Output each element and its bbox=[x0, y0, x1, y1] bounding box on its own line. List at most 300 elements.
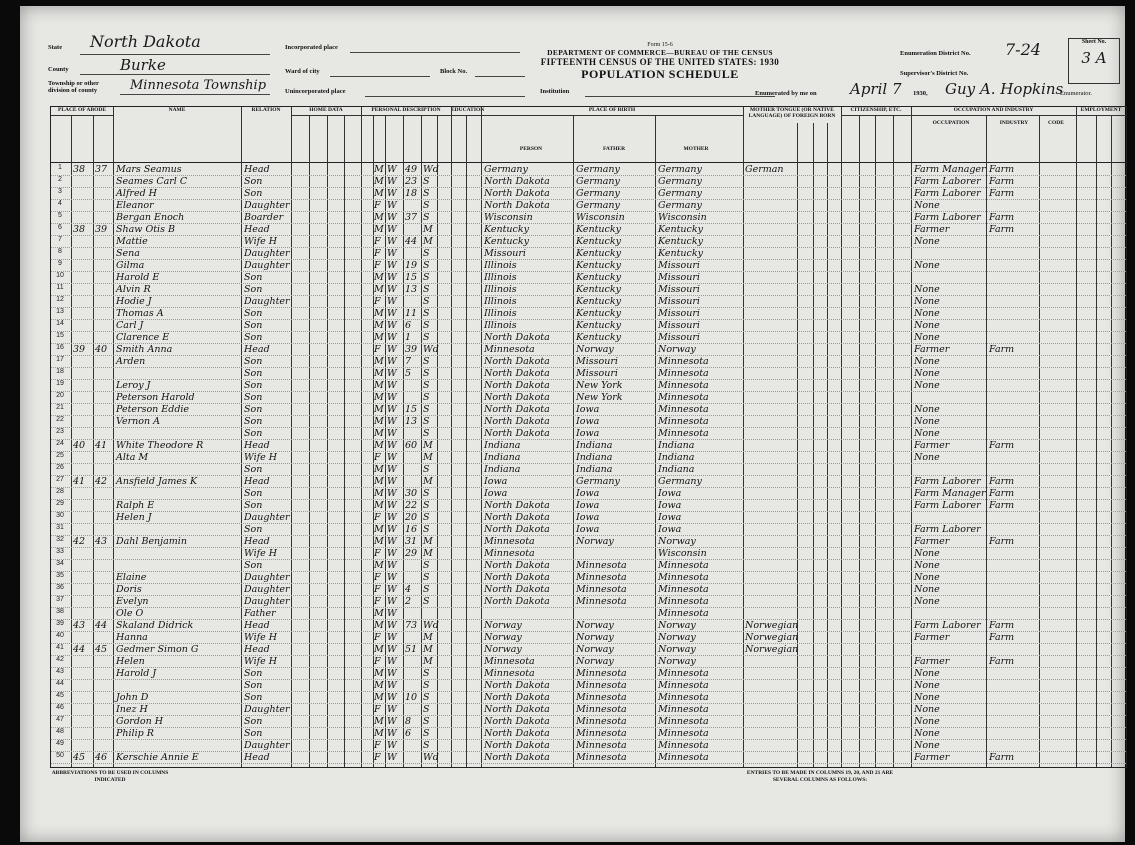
table-row bbox=[51, 584, 1126, 596]
table-row bbox=[51, 356, 1126, 368]
father-birthplace-cell: Kentucky bbox=[576, 296, 621, 307]
race-cell: W bbox=[387, 512, 397, 523]
race-cell: W bbox=[387, 548, 397, 559]
relation-cell: Son bbox=[244, 692, 263, 703]
race-cell: W bbox=[387, 164, 397, 175]
line-number-cell: 41 bbox=[56, 644, 64, 651]
father-birthplace-cell: Norway bbox=[576, 344, 614, 355]
mother-birthplace-cell: Norway bbox=[658, 536, 696, 547]
table-row bbox=[51, 608, 1126, 620]
table-row bbox=[51, 200, 1126, 212]
table-row bbox=[51, 188, 1126, 200]
census-title: FIFTEENTH CENSUS OF THE UNITED STATES: 1930 bbox=[540, 57, 780, 67]
race-cell: W bbox=[387, 608, 397, 619]
industry-cell: Farm bbox=[989, 176, 1015, 187]
age-cell: 5 bbox=[405, 368, 412, 379]
person-name-cell: Helen bbox=[116, 656, 145, 667]
sex-cell: F bbox=[374, 452, 381, 463]
age-cell: 11 bbox=[405, 308, 418, 319]
table-row bbox=[51, 320, 1126, 332]
line-number-cell: 2 bbox=[58, 176, 62, 183]
mother-birthplace-cell: Minnesota bbox=[658, 380, 709, 391]
father-birthplace-cell: Wisconsin bbox=[576, 212, 625, 223]
relation-cell: Daughter bbox=[244, 296, 290, 307]
relation-cell: Son bbox=[244, 500, 263, 511]
table-row bbox=[51, 728, 1126, 740]
mother-birthplace-cell: Minnesota bbox=[658, 584, 709, 595]
form-number: Form 15-6 bbox=[647, 42, 673, 48]
table-row bbox=[51, 284, 1126, 296]
father-birthplace-cell: Kentucky bbox=[576, 272, 621, 283]
occupation-cell: Farmer bbox=[914, 632, 950, 643]
occupation-cell: None bbox=[914, 728, 940, 739]
race-cell: W bbox=[387, 404, 397, 415]
line-number-cell: 12 bbox=[56, 296, 64, 303]
relation-cell: Son bbox=[244, 524, 263, 535]
subhead-occupation: OCCUPATION bbox=[932, 120, 970, 126]
marital-status-cell: M bbox=[423, 224, 433, 235]
line-number-cell: 19 bbox=[56, 380, 64, 387]
person-name-cell: Philip R bbox=[116, 728, 154, 739]
sex-cell: M bbox=[374, 644, 384, 655]
mother-birthplace-cell: Missouri bbox=[658, 308, 700, 319]
birthplace-cell: North Dakota bbox=[484, 692, 550, 703]
person-name-cell: Vernon A bbox=[116, 416, 160, 427]
marital-status-cell: S bbox=[423, 572, 430, 583]
table-row bbox=[51, 404, 1126, 416]
father-birthplace-cell: Missouri bbox=[576, 356, 618, 367]
marital-status-cell: S bbox=[423, 728, 430, 739]
race-cell: W bbox=[387, 752, 397, 763]
father-birthplace-cell: New York bbox=[576, 380, 623, 391]
state-value: North Dakota bbox=[90, 32, 201, 51]
table-row bbox=[51, 548, 1126, 560]
occupation-cell: Farm Laborer bbox=[914, 620, 981, 631]
relation-cell: Head bbox=[244, 164, 270, 175]
person-name-cell: Evelyn bbox=[116, 596, 149, 607]
father-birthplace-cell: Missouri bbox=[576, 368, 618, 379]
sex-cell: M bbox=[374, 560, 384, 571]
relation-cell: Son bbox=[244, 320, 263, 331]
relation-cell: Son bbox=[244, 680, 263, 691]
race-cell: W bbox=[387, 416, 397, 427]
race-cell: W bbox=[387, 356, 397, 367]
age-cell: 10 bbox=[405, 692, 418, 703]
table-row bbox=[51, 428, 1126, 440]
table-row bbox=[51, 308, 1126, 320]
birthplace-cell: North Dakota bbox=[484, 560, 550, 571]
person-name-cell: Helen J bbox=[116, 512, 152, 523]
age-cell: 15 bbox=[405, 272, 418, 283]
mother-birthplace-cell: Minnesota bbox=[658, 608, 709, 619]
table-row bbox=[51, 620, 1126, 632]
table-row bbox=[51, 704, 1126, 716]
line-number-cell: 37 bbox=[56, 596, 64, 603]
race-cell: W bbox=[387, 332, 397, 343]
line-number-cell: 49 bbox=[56, 740, 64, 747]
section-employment: EMPLOYMENT bbox=[1076, 107, 1126, 116]
line-number-cell: 29 bbox=[56, 500, 64, 507]
relation-cell: Head bbox=[244, 440, 270, 451]
line-number-cell: 14 bbox=[56, 320, 64, 327]
father-birthplace-cell: Norway bbox=[576, 632, 614, 643]
race-cell: W bbox=[387, 740, 397, 751]
father-birthplace-cell: Norway bbox=[576, 656, 614, 667]
occupation-cell: None bbox=[914, 680, 940, 691]
father-birthplace-cell: Iowa bbox=[576, 488, 600, 499]
father-birthplace-cell: Norway bbox=[576, 536, 614, 547]
relation-cell: Daughter bbox=[244, 584, 290, 595]
relation-cell: Son bbox=[244, 416, 263, 427]
father-birthplace-cell: Minnesota bbox=[576, 740, 627, 751]
relation-cell: Wife H bbox=[244, 632, 278, 643]
enum-district-label: Enumeration District No. bbox=[900, 50, 971, 57]
birthplace-cell: Indiana bbox=[484, 452, 521, 463]
marital-status-cell: M bbox=[423, 548, 433, 559]
marital-status-cell: S bbox=[423, 464, 430, 475]
department-title: DEPARTMENT OF COMMERCE—BUREAU OF THE CENSUS bbox=[547, 48, 773, 57]
occupation-cell: Farmer bbox=[914, 536, 950, 547]
line-number-cell: 42 bbox=[56, 656, 64, 663]
sex-cell: M bbox=[374, 488, 384, 499]
sex-cell: F bbox=[374, 344, 381, 355]
relation-cell: Wife H bbox=[244, 236, 278, 247]
birthplace-cell: North Dakota bbox=[484, 716, 550, 727]
father-birthplace-cell: Minnesota bbox=[576, 572, 627, 583]
incorporated-label: Incorporated place bbox=[285, 44, 338, 51]
birthplace-cell: North Dakota bbox=[484, 740, 550, 751]
mother-birthplace-cell: Kentucky bbox=[658, 236, 703, 247]
occupation-cell: None bbox=[914, 368, 940, 379]
relation-cell: Wife H bbox=[244, 656, 278, 667]
sex-cell: M bbox=[374, 620, 384, 631]
table-row bbox=[51, 716, 1126, 728]
mother-birthplace-cell: Norway bbox=[658, 656, 696, 667]
person-name-cell: Gedmer Simon G bbox=[116, 644, 199, 655]
occupation-cell: None bbox=[914, 296, 940, 307]
line-number-cell: 43 bbox=[56, 668, 64, 675]
line-number-cell: 26 bbox=[56, 464, 64, 471]
table-row bbox=[51, 380, 1126, 392]
sex-cell: M bbox=[374, 476, 384, 487]
person-name-cell: Leroy J bbox=[116, 380, 151, 391]
age-cell: 6 bbox=[405, 320, 412, 331]
schedule-title: POPULATION SCHEDULE bbox=[581, 67, 739, 81]
line-number-cell: 11 bbox=[56, 284, 64, 291]
birthplace-cell: Iowa bbox=[484, 488, 508, 499]
relation-cell: Son bbox=[244, 368, 263, 379]
industry-cell: Farm bbox=[989, 536, 1015, 547]
line-number-cell: 7 bbox=[58, 236, 62, 243]
race-cell: W bbox=[387, 392, 397, 403]
table-row bbox=[51, 368, 1126, 380]
person-name-cell: Skaland Didrick bbox=[116, 620, 194, 631]
sex-cell: F bbox=[374, 656, 381, 667]
father-birthplace-cell: Iowa bbox=[576, 524, 600, 535]
age-cell: 19 bbox=[405, 260, 418, 271]
mother-birthplace-cell: Minnesota bbox=[658, 704, 709, 715]
person-name-cell: Doris bbox=[116, 584, 142, 595]
age-cell: 18 bbox=[405, 188, 418, 199]
person-name-cell: Gordon H bbox=[116, 716, 164, 727]
mother-birthplace-cell: Norway bbox=[658, 344, 696, 355]
line-number-cell: 15 bbox=[56, 332, 64, 339]
section-relation: RELATION bbox=[251, 107, 281, 113]
marital-status-cell: S bbox=[423, 740, 430, 751]
line-number-cell: 24 bbox=[56, 440, 64, 447]
line-number-cell: 13 bbox=[56, 308, 64, 315]
person-name-cell: Alfred H bbox=[116, 188, 157, 199]
marital-status-cell: Wd bbox=[423, 752, 439, 763]
line-number-cell: 20 bbox=[56, 392, 64, 399]
age-cell: 7 bbox=[405, 356, 412, 367]
marital-status-cell: M bbox=[423, 452, 433, 463]
table-row bbox=[51, 332, 1126, 344]
marital-status-cell: S bbox=[423, 368, 430, 379]
sex-cell: M bbox=[374, 668, 384, 679]
family-number-cell: 40 bbox=[95, 344, 108, 355]
race-cell: W bbox=[387, 296, 397, 307]
person-name-cell: Kerschie Annie E bbox=[116, 752, 199, 763]
relation-cell: Daughter bbox=[244, 596, 290, 607]
county-label: County bbox=[48, 66, 69, 73]
sex-cell: F bbox=[374, 596, 381, 607]
line-number-cell: 10 bbox=[56, 272, 64, 279]
mother-birthplace-cell: Iowa bbox=[658, 524, 682, 535]
mother-birthplace-cell: Minnesota bbox=[658, 668, 709, 679]
line-number-cell: 25 bbox=[56, 452, 64, 459]
father-birthplace-cell: Germany bbox=[576, 476, 620, 487]
marital-status-cell: S bbox=[423, 380, 430, 391]
birthplace-cell: Missouri bbox=[484, 248, 526, 259]
mother-birthplace-cell: Minnesota bbox=[658, 716, 709, 727]
sex-cell: F bbox=[374, 296, 381, 307]
age-cell: 16 bbox=[405, 524, 418, 535]
birthplace-cell: Illinois bbox=[484, 272, 517, 283]
father-birthplace-cell: Kentucky bbox=[576, 320, 621, 331]
father-birthplace-cell: Minnesota bbox=[576, 560, 627, 571]
line-number-cell: 45 bbox=[56, 692, 64, 699]
birthplace-cell: North Dakota bbox=[484, 356, 550, 367]
race-cell: W bbox=[387, 308, 397, 319]
mother-birthplace-cell: Minnesota bbox=[658, 356, 709, 367]
line-number-cell: 30 bbox=[56, 512, 64, 519]
relation-cell: Son bbox=[244, 560, 263, 571]
person-name-cell: Peterson Harold bbox=[116, 392, 195, 403]
line-number-cell: 31 bbox=[56, 524, 64, 531]
relation-cell: Daughter bbox=[244, 260, 290, 271]
marital-status-cell: S bbox=[423, 668, 430, 679]
age-cell: 39 bbox=[405, 344, 418, 355]
birthplace-cell: Minnesota bbox=[484, 548, 535, 559]
birthplace-cell: North Dakota bbox=[484, 524, 550, 535]
occupation-cell: None bbox=[914, 692, 940, 703]
sex-cell: F bbox=[374, 236, 381, 247]
table-row bbox=[51, 692, 1126, 704]
person-name-cell: Ole O bbox=[116, 608, 144, 619]
father-birthplace-cell: Iowa bbox=[576, 500, 600, 511]
sex-cell: M bbox=[374, 212, 384, 223]
industry-cell: Farm bbox=[989, 440, 1015, 451]
marital-status-cell: S bbox=[423, 296, 430, 307]
mother-birthplace-cell: Iowa bbox=[658, 488, 682, 499]
father-birthplace-cell: Minnesota bbox=[576, 728, 627, 739]
occupation-cell: Farmer bbox=[914, 344, 950, 355]
marital-status-cell: S bbox=[423, 176, 430, 187]
occupation-cell: Farm Laborer bbox=[914, 524, 981, 535]
line-number-cell: 22 bbox=[56, 416, 64, 423]
occupation-cell: Farmer bbox=[914, 440, 950, 451]
race-cell: W bbox=[387, 380, 397, 391]
birthplace-cell: North Dakota bbox=[484, 728, 550, 739]
relation-cell: Son bbox=[244, 488, 263, 499]
race-cell: W bbox=[387, 560, 397, 571]
dwelling-number-cell: 43 bbox=[73, 620, 86, 631]
person-name-cell: Bergan Enoch bbox=[116, 212, 185, 223]
relation-cell: Son bbox=[244, 188, 263, 199]
relation-cell: Daughter bbox=[244, 740, 290, 751]
line-number-cell: 8 bbox=[58, 248, 62, 255]
table-row bbox=[51, 248, 1126, 260]
marital-status-cell: S bbox=[423, 716, 430, 727]
birthplace-cell: North Dakota bbox=[484, 404, 550, 415]
birthplace-cell: North Dakota bbox=[484, 176, 550, 187]
sex-cell: M bbox=[374, 380, 384, 391]
occupation-cell: None bbox=[914, 200, 940, 211]
birthplace-cell: North Dakota bbox=[484, 428, 550, 439]
line-number-cell: 27 bbox=[56, 476, 64, 483]
table-row bbox=[51, 296, 1126, 308]
race-cell: W bbox=[387, 716, 397, 727]
enumerator-name: Guy A. Hopkins bbox=[945, 80, 1064, 98]
marital-status-cell: S bbox=[423, 428, 430, 439]
subhead-mother: MOTHER bbox=[683, 146, 709, 152]
table-row bbox=[51, 740, 1126, 752]
person-name-cell: Arden bbox=[116, 356, 146, 367]
marital-status-cell: S bbox=[423, 320, 430, 331]
birthplace-cell: Illinois bbox=[484, 320, 517, 331]
line-number-cell: 32 bbox=[56, 536, 64, 543]
marital-status-cell: M bbox=[423, 476, 433, 487]
sex-cell: M bbox=[374, 368, 384, 379]
occupation-cell: Farmer bbox=[914, 752, 950, 763]
relation-cell: Head bbox=[244, 644, 270, 655]
father-birthplace-cell: Kentucky bbox=[576, 260, 621, 271]
industry-cell: Farm bbox=[989, 164, 1015, 175]
father-birthplace-cell: Kentucky bbox=[576, 332, 621, 343]
table-row bbox=[51, 272, 1126, 284]
marital-status-cell: M bbox=[423, 536, 433, 547]
person-name-cell: Alvin R bbox=[116, 284, 151, 295]
section-personal-description: PERSONAL DESCRIPTION bbox=[361, 107, 451, 116]
marital-status-cell: Wd bbox=[423, 344, 439, 355]
person-name-cell: Hodie J bbox=[116, 296, 152, 307]
race-cell: W bbox=[387, 452, 397, 463]
marital-status-cell: S bbox=[423, 200, 430, 211]
occupation-cell: Farm Laborer bbox=[914, 500, 981, 511]
sheet-number-value: 3 A bbox=[1081, 49, 1107, 67]
occupation-cell: None bbox=[914, 332, 940, 343]
birthplace-cell: Norway bbox=[484, 644, 522, 655]
dwelling-number-cell: 39 bbox=[73, 344, 86, 355]
age-cell: 6 bbox=[405, 728, 412, 739]
mother-birthplace-cell: Minnesota bbox=[658, 740, 709, 751]
person-name-cell: Clarence E bbox=[116, 332, 170, 343]
sex-cell: F bbox=[374, 572, 381, 583]
line-number-cell: 36 bbox=[56, 584, 64, 591]
dwelling-number-cell: 42 bbox=[73, 536, 86, 547]
marital-status-cell: S bbox=[423, 308, 430, 319]
industry-cell: Farm bbox=[989, 188, 1015, 199]
relation-cell: Father bbox=[244, 608, 276, 619]
marital-status-cell: Wd bbox=[423, 620, 439, 631]
race-cell: W bbox=[387, 248, 397, 259]
table-row bbox=[51, 464, 1126, 476]
institution-label: Institution bbox=[540, 88, 570, 95]
person-name-cell: Hanna bbox=[116, 632, 148, 643]
sex-cell: F bbox=[374, 248, 381, 259]
mother-birthplace-cell: Norway bbox=[658, 632, 696, 643]
sex-cell: F bbox=[374, 512, 381, 523]
marital-status-cell: S bbox=[423, 596, 430, 607]
sex-cell: M bbox=[374, 440, 384, 451]
race-cell: W bbox=[387, 680, 397, 691]
marital-status-cell: M bbox=[423, 632, 433, 643]
occupation-cell: None bbox=[914, 320, 940, 331]
father-birthplace-cell: Kentucky bbox=[576, 248, 621, 259]
person-name-cell: Ralph E bbox=[116, 500, 155, 511]
line-number-cell: 9 bbox=[58, 260, 62, 267]
relation-cell: Head bbox=[244, 620, 270, 631]
table-row bbox=[51, 440, 1126, 452]
sex-cell: M bbox=[374, 728, 384, 739]
table-row bbox=[51, 524, 1126, 536]
person-name-cell: Smith Anna bbox=[116, 344, 173, 355]
occupation-cell: None bbox=[914, 572, 940, 583]
dwelling-number-cell: 44 bbox=[73, 644, 86, 655]
age-cell: 13 bbox=[405, 416, 418, 427]
table-row bbox=[51, 500, 1126, 512]
line-number-cell: 16 bbox=[56, 344, 64, 351]
birthplace-cell: Indiana bbox=[484, 440, 521, 451]
race-cell: W bbox=[387, 464, 397, 475]
race-cell: W bbox=[387, 476, 397, 487]
marital-status-cell: M bbox=[423, 440, 433, 451]
occupation-cell: None bbox=[914, 284, 940, 295]
birthplace-cell: Kentucky bbox=[484, 224, 529, 235]
birthplace-cell: Norway bbox=[484, 632, 522, 643]
relation-cell: Daughter bbox=[244, 704, 290, 715]
relation-cell: Son bbox=[244, 356, 263, 367]
age-cell: 30 bbox=[405, 488, 418, 499]
table-row bbox=[51, 260, 1126, 272]
race-cell: W bbox=[387, 176, 397, 187]
birthplace-cell: North Dakota bbox=[484, 188, 550, 199]
father-birthplace-cell: Indiana bbox=[576, 464, 613, 475]
relation-cell: Head bbox=[244, 224, 270, 235]
relation-cell: Son bbox=[244, 464, 263, 475]
mother-birthplace-cell: Norway bbox=[658, 620, 696, 631]
industry-cell: Farm bbox=[989, 224, 1015, 235]
father-birthplace-cell: Minnesota bbox=[576, 596, 627, 607]
marital-status-cell: Wd bbox=[423, 164, 439, 175]
father-birthplace-cell: Minnesota bbox=[576, 704, 627, 715]
sex-cell: M bbox=[374, 428, 384, 439]
unincorporated-label: Unincorporated place bbox=[285, 88, 346, 95]
title-block bbox=[530, 42, 790, 82]
race-cell: W bbox=[387, 224, 397, 235]
section-citizenship: CITIZENSHIP, ETC. bbox=[841, 107, 911, 116]
